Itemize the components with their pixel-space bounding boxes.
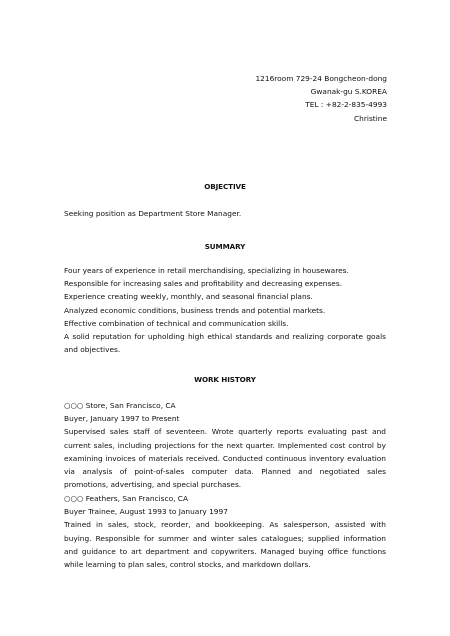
job-description: Trained in sales, stock, reorder, and bookkeeping. As salesperson, assisted with buying. Responsible for summer and winter sales catalogues; supplied information and guidance to art department and copywriters. Managed buying office functions while learning to plan sales, control stocks, and markdown dollars. — [64, 520, 386, 570]
job-employer: ○○○ Store, San Francisco, CA — [64, 401, 176, 410]
job-description: Supervised sales staff of seventeen. Wrote quarterly reports evaluating past and current sales, including projections for the next quarter. Implemented cost control by examining invoices of materials received. Conducted continuous inventory evaluation via analysis of point-of-sales computer data. Planned and negotiated sales promotions, advertising, and special purchases. — [64, 427, 386, 490]
contact-block — [255, 72, 387, 125]
job-entry — [64, 492, 386, 571]
job-employer: ○○○ Feathers, San Francisco, CA — [64, 494, 189, 503]
summary-heading: SUMMARY — [204, 242, 246, 251]
phone-line: TEL : +82-2-835-4993 — [305, 100, 387, 110]
job-entry — [64, 399, 386, 491]
work-history-heading: WORK HISTORY — [194, 375, 256, 384]
applicant-name: Christine — [354, 113, 387, 123]
summary-list — [64, 264, 386, 356]
summary-item: Responsible for increasing sales and profitability and decreasing expenses. — [64, 279, 343, 289]
summary-item: Four years of experience in retail merchandising, specializing in housewares. — [64, 266, 349, 275]
summary-item: Analyzed economic conditions, business trends and potential markets. — [64, 305, 326, 315]
objective-heading: OBJECTIVE — [204, 182, 246, 191]
summary-item: Experience creating weekly, monthly, and seasonal financial plans. — [64, 292, 313, 302]
job-position: Buyer Trainee, August 1993 to January 1997 — [64, 507, 228, 517]
address-line: Gwanak-gu S.KOREA — [310, 87, 387, 97]
summary-item: Effective combination of technical and communication skills. — [64, 318, 289, 328]
job-position: Buyer, January 1997 to Present — [64, 414, 180, 424]
summary-item: A solid reputation for upholding high ethical standards and realizing corporate goals and objectives. — [64, 332, 386, 355]
objective-text: Seeking position as Department Store Manager. — [64, 209, 242, 218]
address-line: 1216room 729-24 Bongcheon-dong — [255, 74, 387, 83]
